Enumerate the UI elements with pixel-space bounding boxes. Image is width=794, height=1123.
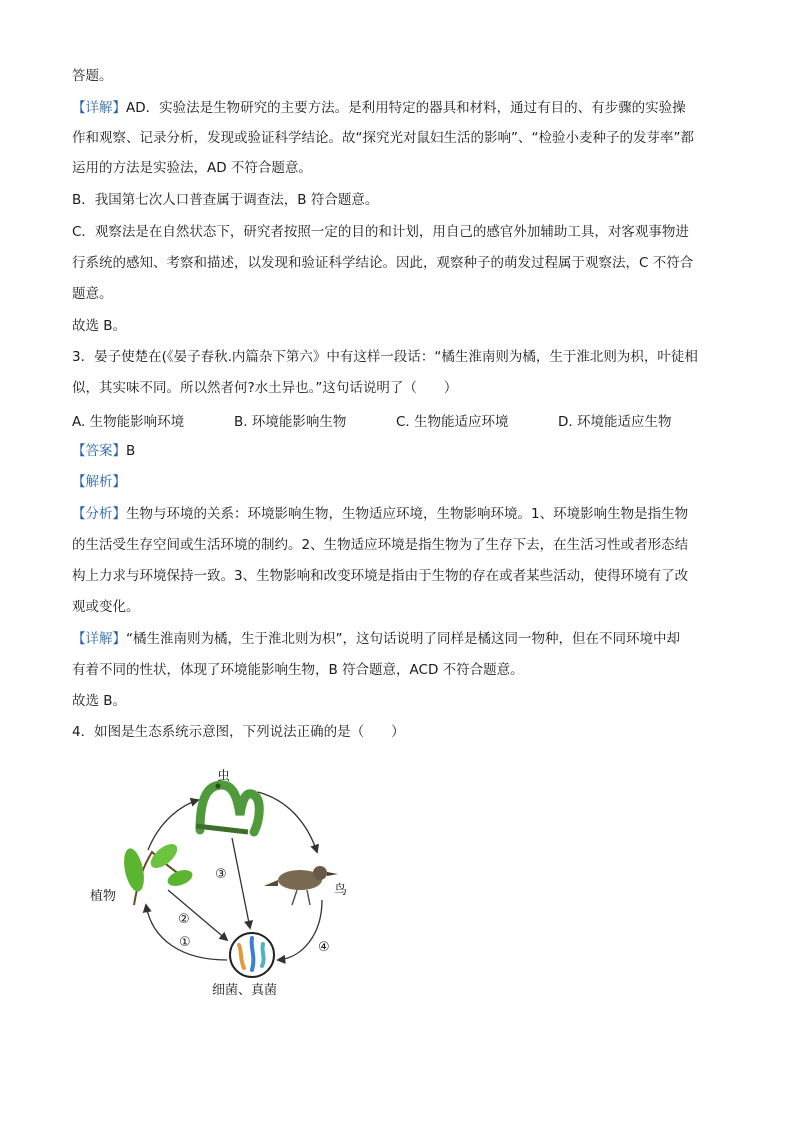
bird-to-decomposer-arrow bbox=[278, 900, 322, 960]
text-line: 有着不同的性状，体现了环境能影响生物，B 符合题意，ACD 不符合题意。 bbox=[72, 662, 524, 678]
arrow-number-3: ③ bbox=[215, 867, 227, 882]
plant-label: 植物 bbox=[90, 889, 117, 904]
arrow-number-2: ② bbox=[178, 912, 190, 927]
insect-to-decomposer-arrow bbox=[232, 838, 250, 928]
text-line: 构上力求与环境保持一致。3、生物影响和改变环境是指由于生物的存在或者某些活动，使得环境有了改 bbox=[72, 568, 689, 584]
fenxi-tag: 【分析】 bbox=[72, 506, 126, 522]
text-line: C．观察法是在自然状态下，研究者按照一定的目的和计划，用自己的感官外加辅助工具，对客观事物进 bbox=[72, 224, 689, 240]
text-line: 观或变化。 bbox=[72, 599, 140, 615]
bacteria-fungi-icon bbox=[230, 933, 274, 977]
bird-icon bbox=[264, 866, 338, 905]
plant-to-insect-arrow bbox=[148, 800, 198, 850]
text-line: 题意。 bbox=[72, 286, 113, 302]
text-line: 【详解】“橘生淮南则为橘，生于淮北则为枳”，这句话说明了同样是橘这同一物种，但在不同环境中却 bbox=[72, 631, 680, 647]
question-4: 4．如图是生态系统示意图，下列说法正确的是（ ） bbox=[72, 724, 405, 740]
option-a: A. 生物能影响环境 bbox=[72, 414, 185, 430]
text-line: 答题。 bbox=[72, 68, 113, 84]
insect-label: 虫 bbox=[217, 769, 231, 784]
text-line: 行系统的感知、考察和描述，以发现和验证科学结论。因此，观察种子的萌发过程属于观察法，C 不符合 bbox=[72, 255, 694, 271]
text-line: 故选 B。 bbox=[72, 318, 127, 334]
text-line: B．我国第七次人口普查属于调查法，B 符合题意。 bbox=[72, 192, 379, 208]
plant-to-decomposer-arrow bbox=[168, 890, 227, 940]
text-line: 作和观察、记录分析，发现或验证科学结论。故“探究光对鼠妇生活的影响”、“检验小麦种子的发芽率”都 bbox=[72, 130, 694, 146]
arrow-number-4: ④ bbox=[318, 940, 330, 955]
option-b: B. 环境能影响生物 bbox=[234, 414, 347, 430]
answer-line: 【答案】B bbox=[72, 443, 136, 459]
question-3: 3．晏子使楚在(《晏子春秋.内篇杂下第六》中有这样一段话：“橘生淮南则为橘，生于淮北则为枳，叶徒相 bbox=[72, 349, 698, 365]
ecosystem-diagram bbox=[72, 760, 432, 1010]
text-line: 的生活受生存空间或生活环境的制约。2、生物适应环境是指生物为了生存下去，在生活习性或者形态结 bbox=[72, 537, 689, 553]
decomposer-label: 细菌、真菌 bbox=[212, 983, 278, 998]
answer-options bbox=[72, 410, 732, 430]
option-c: C. 生物能适应环境 bbox=[396, 414, 509, 430]
detail-tag: 【详解】 bbox=[72, 100, 126, 116]
arrow-number-1: ① bbox=[179, 935, 191, 950]
option-d: D. 环境能适应生物 bbox=[558, 414, 672, 430]
text-line: 故选 B。 bbox=[72, 693, 127, 709]
text-line: 运用的方法是实验法，AD 不符合题意。 bbox=[72, 160, 312, 176]
text-line: 【分析】生物与环境的关系：环境影响生物，生物适应环境，生物影响环境。1、环境影响生物是指生物 bbox=[72, 506, 689, 522]
plant-icon bbox=[121, 840, 195, 905]
text-line: 似，其实味不同。所以然者何?水土异也。”这句话说明了（ ） bbox=[72, 380, 458, 396]
detail-tag: 【详解】 bbox=[72, 631, 126, 647]
insect-to-bird-arrow bbox=[258, 792, 317, 852]
analysis-line bbox=[72, 472, 732, 492]
text-line: 【详解】AD．实验法是生物研究的主要方法。是利用特定的器具和材料，通过有目的、有步骤的实验操 bbox=[72, 100, 686, 116]
bird-label: 鸟 bbox=[334, 883, 348, 898]
analysis-tag: 【解析】 bbox=[72, 474, 126, 490]
answer-tag: 【答案】 bbox=[72, 443, 126, 459]
insect-icon bbox=[196, 784, 259, 833]
